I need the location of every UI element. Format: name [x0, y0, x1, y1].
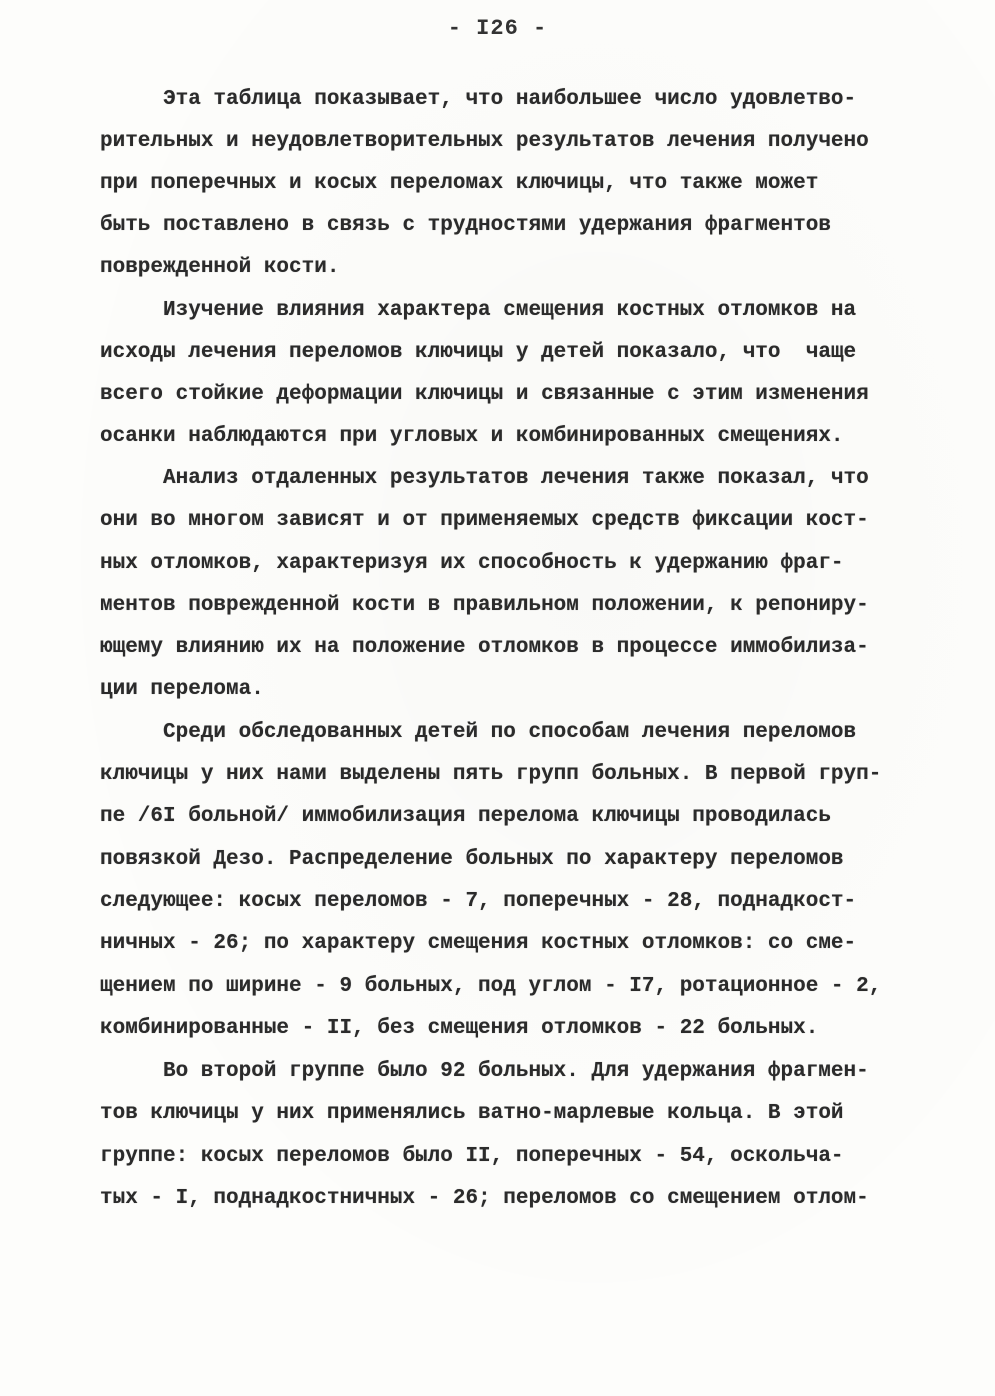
- text-line: Анализ отдаленных результатов лечения также показал, что: [163, 467, 869, 490]
- page-number: - I26 -: [447, 16, 548, 41]
- text-line: ничных - 26; по характеру смещения костных отломков: со сме-: [100, 932, 857, 955]
- text-line: исходы лечения переломов ключицы у детей показало, что чаще: [100, 341, 857, 364]
- text-line: всего стойкие деформации ключицы и связанные с этим изменения: [100, 383, 869, 406]
- text-line: Изучение влияния характера смещения костных отломков на: [163, 299, 857, 322]
- text-line: группе: косых переломов было II, поперечных - 54, оскольча-: [100, 1145, 844, 1168]
- text-line: тых - I, поднадкостничных - 26; переломов со смещением отлом-: [100, 1187, 869, 1210]
- text-line: при поперечных и косых переломах ключицы, что также может: [100, 172, 819, 195]
- text-line: поврежденной кости.: [100, 256, 340, 279]
- text-line: ных отломков, характеризуя их способность к удержанию фраг-: [100, 552, 844, 575]
- text-line: Среди обследованных детей по способам лечения переломов: [163, 721, 857, 744]
- text-line: комбинированные - II, без смещения отломков - 22 больных.: [100, 1017, 819, 1040]
- text-line: ции перелома.: [100, 678, 264, 701]
- text-line: повязкой Дезо. Распределение больных по характеру переломов: [100, 848, 844, 871]
- text-line: ющему влиянию их на положение отломков в процессе иммобилиза-: [100, 636, 869, 659]
- text-line: Во второй группе было 92 больных. Для удержания фрагмен-: [163, 1060, 869, 1083]
- text-line: осанки наблюдаются при угловых и комбинированных смещениях.: [100, 425, 844, 448]
- text-line: они во многом зависят и от применяемых средств фиксации кост-: [100, 509, 869, 532]
- text-line: ключицы у них нами выделены пять групп больных. В первой груп-: [100, 763, 882, 786]
- text-line: быть поставлено в связь с трудностями удержания фрагментов: [100, 214, 831, 237]
- text-line: следующее: косых переломов - 7, поперечных - 28, поднадкост-: [100, 890, 857, 913]
- text-line: пе /6I больной/ иммобилизация перелома ключицы проводилась: [100, 805, 831, 828]
- text-line: ментов поврежденной кости в правильном положении, к репониру-: [100, 594, 869, 617]
- text-line: тов ключицы у них применялись ватно-марлевые кольца. В этой: [100, 1102, 844, 1125]
- text-line: рительных и неудовлетворительных результатов лечения получено: [100, 130, 869, 153]
- text-line: Эта таблица показывает, что наибольшее число удовлетво-: [163, 88, 857, 111]
- text-line: щением по ширине - 9 больных, под углом - I7, ротационное - 2,: [100, 975, 882, 998]
